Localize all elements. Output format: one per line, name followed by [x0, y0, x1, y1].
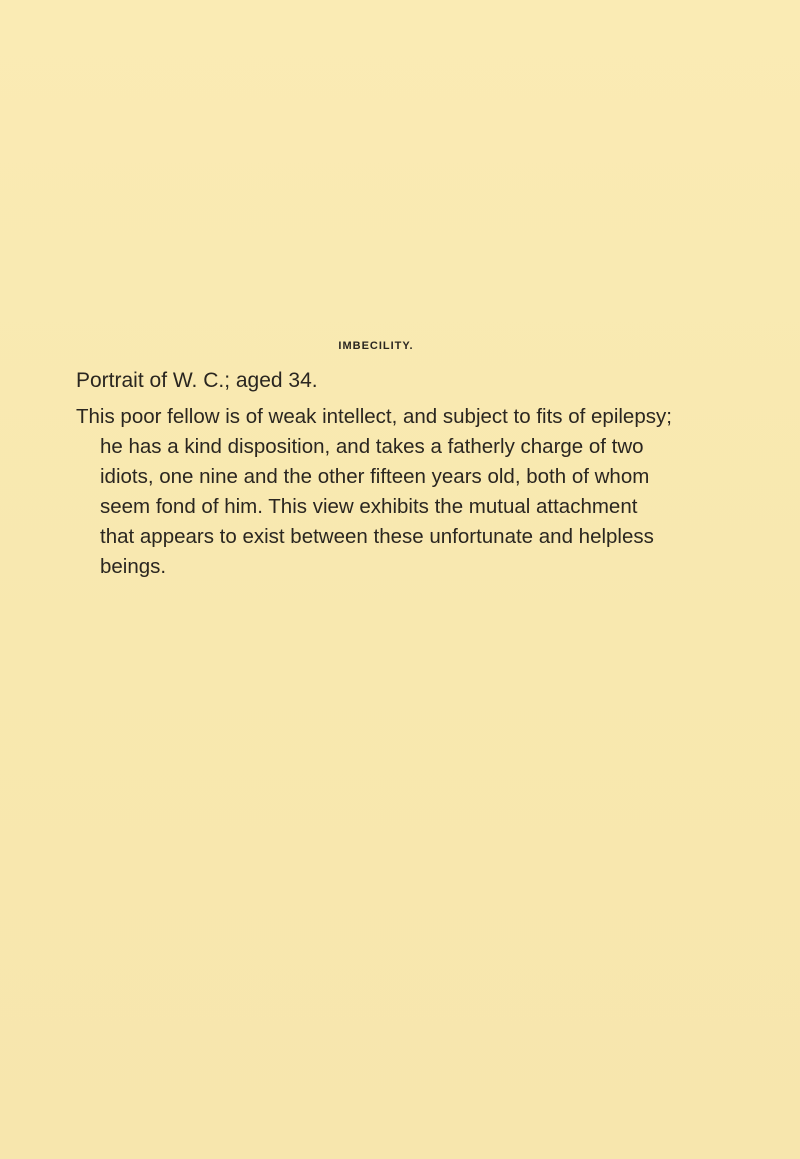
portrait-title: Portrait of W. C.; aged 34.	[76, 369, 318, 392]
description-paragraph: This poor fellow is of weak intellect, and subject to fits of epilepsy; he has a kind disposition, and takes a fatherly charge of two idiots, one nine and the other fifteen years old, both of whom seem fond of him. This view exhibits the mutual attachment that appears to exist between these unfortunate and helpless beings.	[76, 405, 672, 578]
section-heading: IMBECILITY.	[338, 340, 414, 352]
caption-block	[76, 340, 676, 582]
